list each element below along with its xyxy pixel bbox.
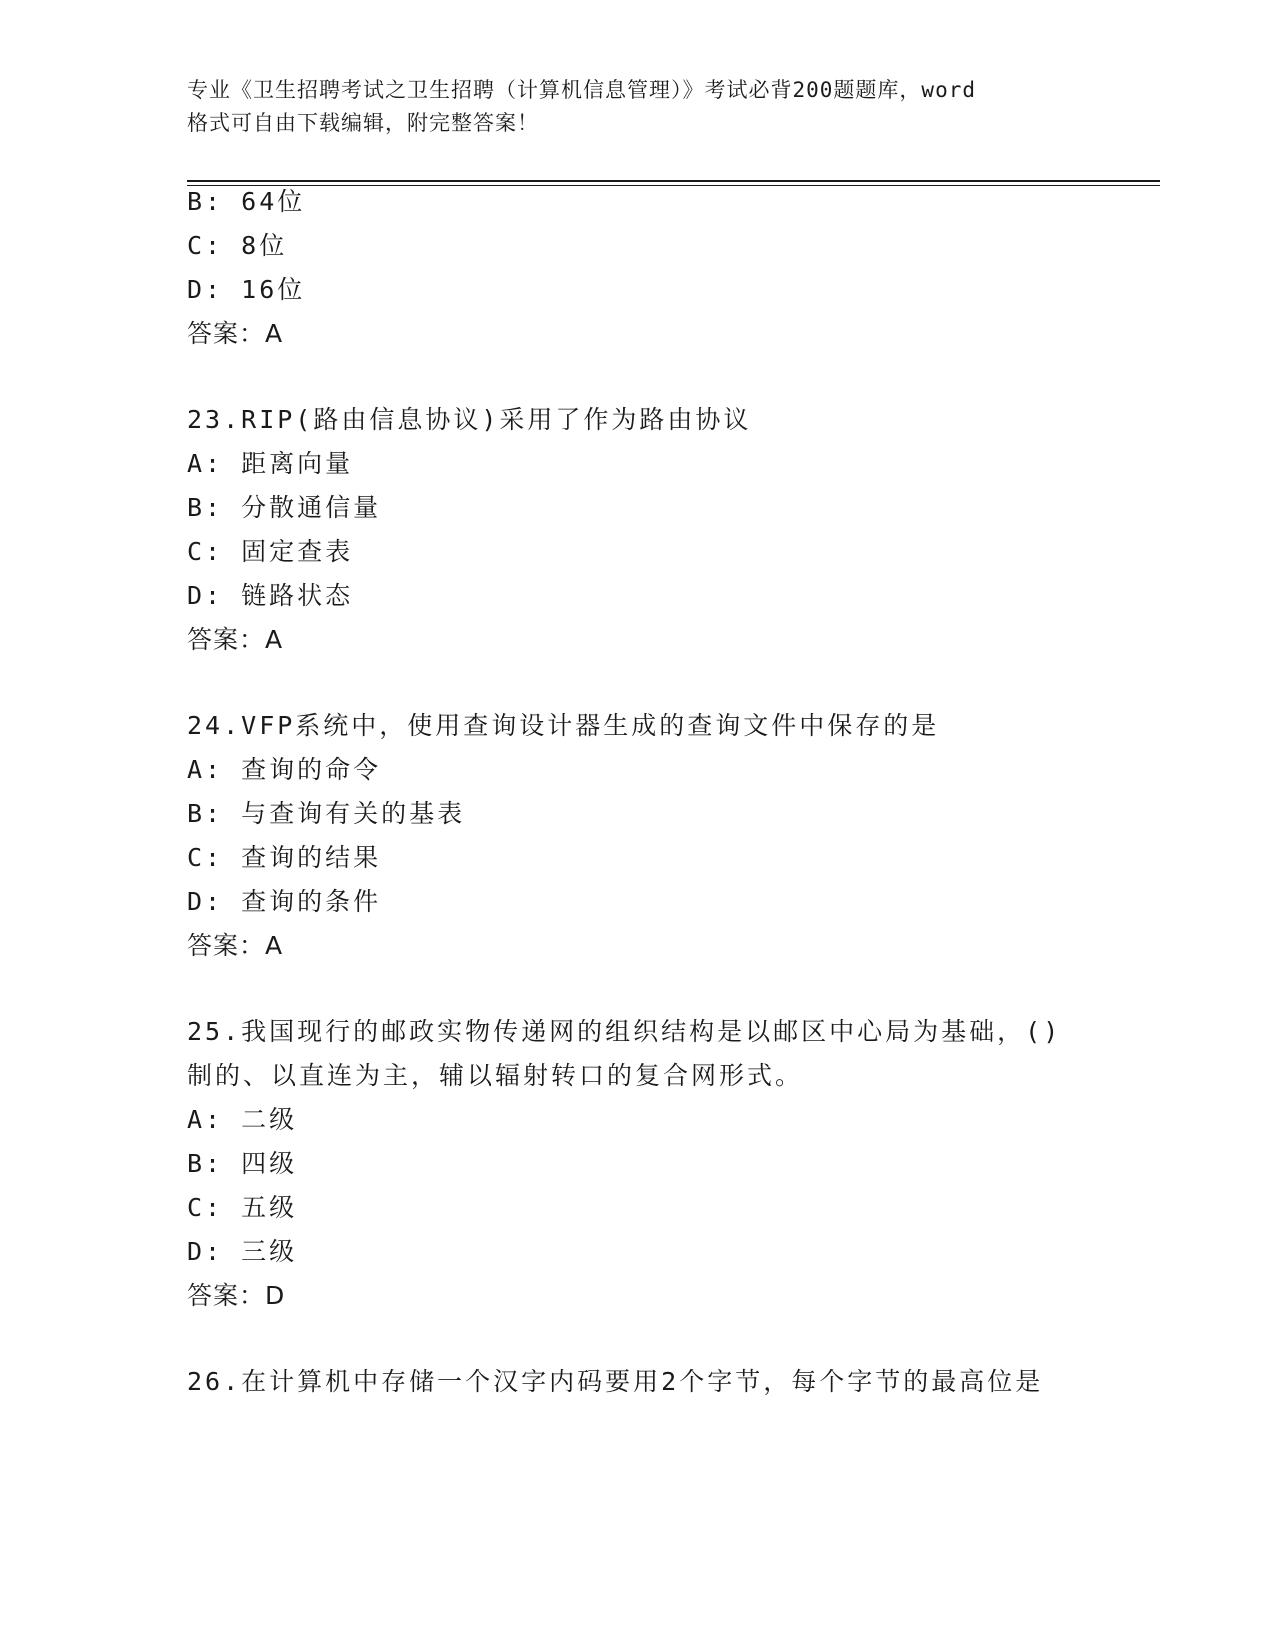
q24-option-a: A: 查询的命令 (187, 755, 382, 784)
q23-answer: 答案：A (187, 625, 284, 654)
q22-answer: 答案：A (187, 319, 284, 348)
q23-option-a: A: 距离向量 (187, 449, 354, 478)
q25-answer: 答案：D (187, 1281, 286, 1310)
header-title-line-1: 专业《卫生招聘考试之卫生招聘（计算机信息管理）》考试必背200题题库，word (187, 78, 976, 102)
header-divider (187, 180, 1160, 186)
q25-option-d: D: 三级 (187, 1237, 298, 1266)
q25-option-c: C: 五级 (187, 1193, 298, 1222)
q26-question: 26.在计算机中存储一个汉字内码要用2个字节，每个字节的最高位是 (187, 1367, 1044, 1396)
q23-option-c: C: 固定查表 (187, 537, 354, 566)
q24-option-b: B: 与查询有关的基表 (187, 799, 466, 828)
q22-option-b: B: 64位 (187, 187, 306, 216)
q25-question-line-1: 25.我国现行的邮政实物传递网的组织结构是以邮区中心局为基础，() (187, 1017, 1062, 1046)
q24-answer: 答案：A (187, 931, 284, 960)
q25-option-b: B: 四级 (187, 1149, 298, 1178)
q22-option-d: D: 16位 (187, 275, 306, 304)
q24-question: 24.VFP系统中，使用查询设计器生成的查询文件中保存的是 (187, 711, 940, 740)
q23-option-d: D: 链路状态 (187, 581, 354, 610)
q23-question: 23.RIP(路由信息协议)采用了作为路由协议 (187, 405, 752, 434)
q24-option-d: D: 查询的条件 (187, 887, 382, 916)
q23-option-b: B: 分散通信量 (187, 493, 382, 522)
q22-option-c: C: 8位 (187, 231, 288, 260)
header-title-line-2: 格式可自由下载编辑，附完整答案！ (187, 111, 539, 135)
q25-option-a: A: 二级 (187, 1105, 298, 1134)
document-header (187, 74, 1087, 140)
q24-option-c: C: 查询的结果 (187, 843, 382, 872)
q25-question-line-2: 制的、以直连为主，辅以辐射转口的复合网形式。 (187, 1061, 804, 1090)
